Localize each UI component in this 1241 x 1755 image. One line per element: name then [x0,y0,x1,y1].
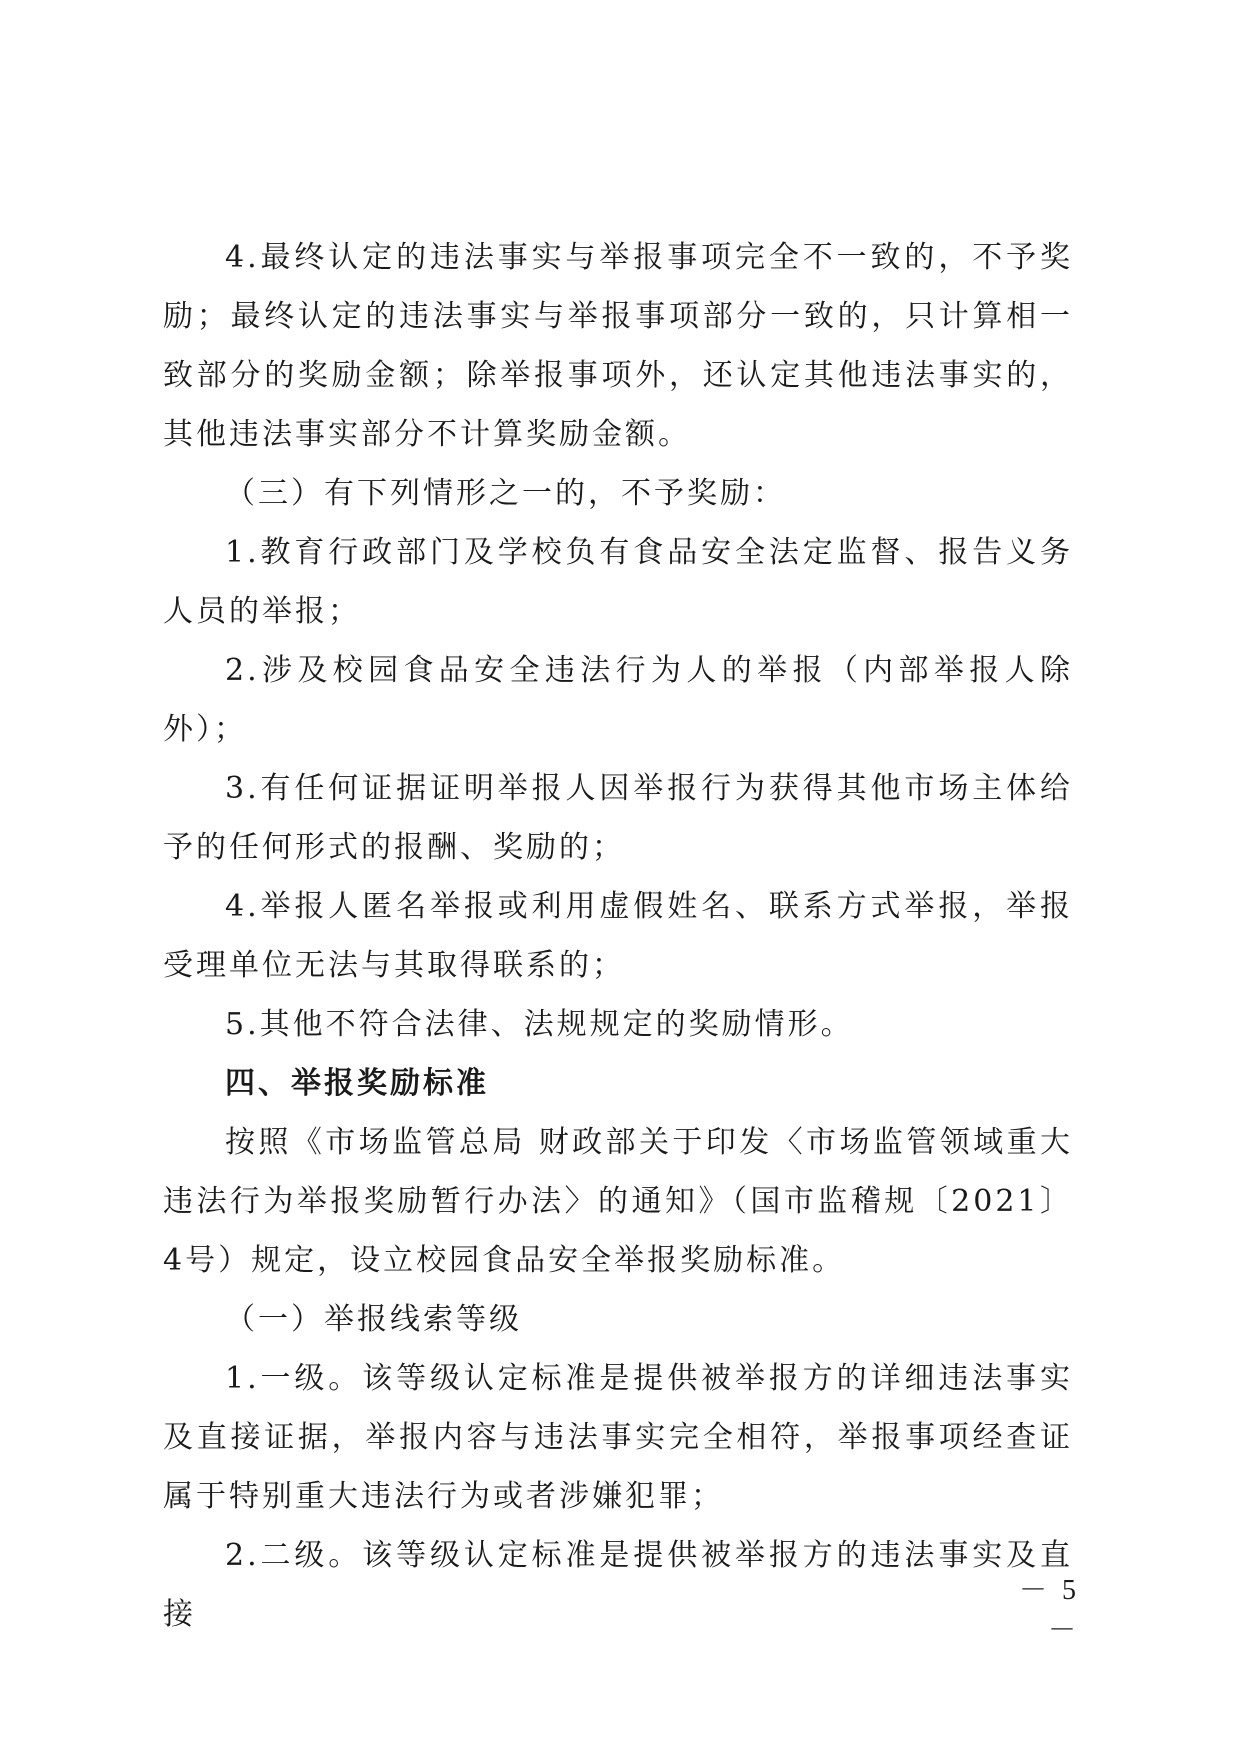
no-reward-item-3: 3.有任何证据证明举报人因举报行为获得其他市场主体给予的任何形式的报酬、奖励的； [163,771,1073,865]
document-body [163,228,1073,1644]
subsection-three-no-reward: （三）有下列情形之一的，不予奖励： [225,476,786,511]
paragraph-item-4-partial-match: 4.最终认定的违法事实与举报事项完全不一致的，不予奖励；最终认定的违法事实与举报事项部分一致的，只计算相一致部分的奖励金额；除举报事项外，还认定其他违法事实的，其他违法事实部分不计算奖励金额。 [163,240,1073,452]
section-heading-reward-standard: 四、举报奖励标准 [225,1066,489,1101]
clue-level-2: 2.二级。该等级认定标准是提供被举报方的违法事实及直接 [163,1538,1073,1632]
paragraph-legal-basis: 按照《市场监管总局 财政部关于印发〈市场监管领域重大违法行为举报奖励暂行办法〉的通知》（国市监稽规〔2021〕4号）规定，设立校园食品安全举报奖励标准。 [163,1125,1073,1278]
no-reward-item-2: 2.涉及校园食品安全违法行为人的举报（内部举报人除外）； [163,653,1073,747]
subsection-one-clue-levels: （一）举报线索等级 [225,1302,522,1337]
page-number: － 5 － [1018,1575,1080,1646]
clue-level-1: 1.一级。该等级认定标准是提供被举报方的详细违法事实及直接证据，举报内容与违法事实完全相符，举报事项经查证属于特别重大违法行为或者涉嫌犯罪； [163,1361,1073,1514]
no-reward-item-5: 5.其他不符合法律、法规规定的奖励情形。 [225,1007,854,1042]
no-reward-item-4: 4.举报人匿名举报或利用虚假姓名、联系方式举报，举报受理单位无法与其取得联系的； [163,889,1073,983]
no-reward-item-1: 1.教育行政部门及学校负有食品安全法定监督、报告义务人员的举报； [163,535,1073,629]
